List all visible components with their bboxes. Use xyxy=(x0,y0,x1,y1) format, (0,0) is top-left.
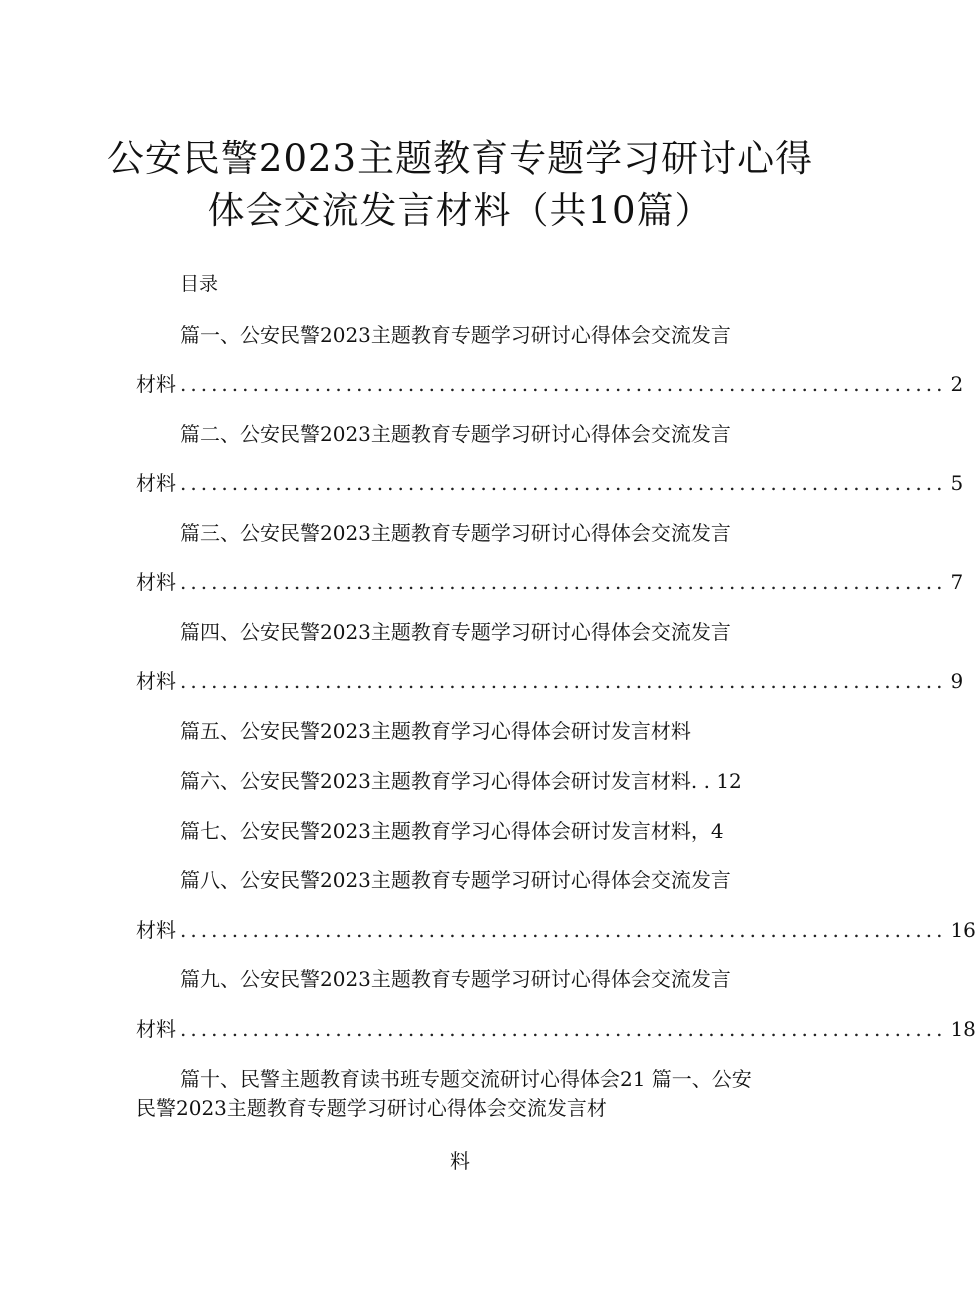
chapter-one-heading-line: 民警2023主题教育专题学习研讨心得体会交流发言材 xyxy=(136,1096,607,1120)
toc-entry-4-leader: .......................................................................... xyxy=(180,669,947,693)
toc-entry-9-leader: .......................................................................... xyxy=(180,1017,947,1041)
toc-entry-4-title: 篇四、公安民警2023主题教育专题学习研讨心得体会交流发言 xyxy=(180,620,731,644)
toc-entry-1-title: 篇一、公安民警2023主题教育专题学习研讨心得体会交流发言 xyxy=(180,323,731,347)
toc-entry-9-title: 篇九、公安民警2023主题教育专题学习研讨心得体会交流发言 xyxy=(180,967,731,991)
document-title-line-2: 体会交流发言材料（共10篇） xyxy=(207,189,713,232)
toc-entry-7-title: 篇七、公安民警2023主题教育学习心得体会研讨发言材料，4 xyxy=(180,819,724,843)
toc-entry-3-leader: .......................................................................... xyxy=(180,570,947,594)
document-title-line-1: 公安民警2023主题教育专题学习研讨心得 xyxy=(106,137,814,180)
toc-entry-8-cont-text: 材料 xyxy=(136,918,176,942)
toc-heading: 目录 xyxy=(180,273,219,295)
toc-entry-8-page: 16 xyxy=(950,918,976,942)
chapter-one-heading-tail: 料 xyxy=(450,1149,470,1173)
toc-entry-8-title: 篇八、公安民警2023主题教育专题学习研讨心得体会交流发言 xyxy=(180,868,731,892)
toc-entry-1-leader: .......................................................................... xyxy=(180,372,947,396)
toc-entry-2-leader: .......................................................................... xyxy=(180,471,947,495)
toc-entry-9-cont-text: 材料 xyxy=(136,1017,176,1041)
toc-entry-8-continuation xyxy=(136,915,976,945)
toc-entry-4-page: 9 xyxy=(950,669,964,693)
toc-entry-5-title: 篇五、公安民警2023主题教育学习心得体会研讨发言材料 xyxy=(180,719,691,743)
toc-entry-2-title: 篇二、公安民警2023主题教育专题学习研讨心得体会交流发言 xyxy=(180,422,731,446)
toc-entry-9-continuation xyxy=(136,1014,976,1044)
toc-entry-2-continuation xyxy=(136,468,964,498)
toc-entry-9-page: 18 xyxy=(950,1017,976,1041)
toc-entry-10-line: 篇十、民警主题教育读书班专题交流研讨心得体会21 篇一、公安 xyxy=(180,1067,752,1091)
toc-entry-3-page: 7 xyxy=(950,570,964,594)
toc-entry-1-cont-text: 材料 xyxy=(136,372,176,396)
toc-entry-4-continuation xyxy=(136,666,964,696)
toc-entry-1-page: 2 xyxy=(950,372,964,396)
toc-entry-2-page: 5 xyxy=(950,471,964,495)
toc-entry-6-title: 篇六、公安民警2023主题教育学习心得体会研讨发言材料. . 12 xyxy=(180,769,742,793)
toc-entry-2-cont-text: 材料 xyxy=(136,471,176,495)
toc-entry-8-leader: .......................................................................... xyxy=(180,918,947,942)
toc-entry-1-continuation xyxy=(136,369,964,399)
toc-entry-3-cont-text: 材料 xyxy=(136,570,176,594)
toc-entry-3-title: 篇三、公安民警2023主题教育专题学习研讨心得体会交流发言 xyxy=(180,521,731,545)
toc-entry-3-continuation xyxy=(136,567,964,597)
toc-entry-4-cont-text: 材料 xyxy=(136,669,176,693)
